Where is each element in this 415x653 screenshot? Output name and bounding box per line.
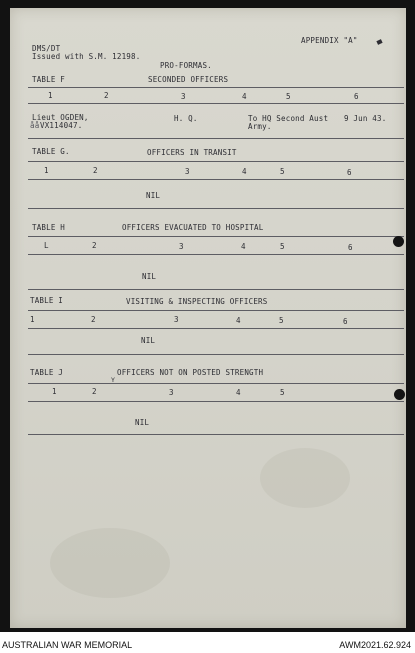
table-g-col-1: 1: [44, 166, 49, 175]
table-f-col-3: 3: [181, 92, 186, 101]
table-j-col-5: 5: [280, 388, 285, 397]
table-j-col-1: 1: [52, 387, 57, 396]
table-g-rule-top: [28, 161, 404, 162]
table-f-col-6: 6: [354, 92, 359, 101]
table-h-col-6: 6: [348, 243, 353, 252]
document-reference: DMS/DT: [32, 44, 61, 53]
table-h-rule-header: [28, 254, 404, 255]
table-g-rule-header: [28, 179, 404, 180]
paper-stain: [260, 448, 350, 508]
table-g-label: TABLE G.: [32, 147, 70, 156]
document-page: [10, 8, 406, 628]
table-g-col-4: 4: [242, 167, 247, 176]
table-j-rule-top: [28, 383, 404, 384]
table-h-col-1: L: [44, 241, 49, 250]
issued-note: Issued with S.M. 12198.: [32, 52, 141, 61]
table-i-title: VISITING & INSPECTING OFFICERS: [126, 297, 268, 306]
table-j-title: OFFICERS NOT ON POSTED STRENGTH: [117, 368, 264, 377]
accession-number: AWM2021.62.924: [339, 640, 411, 650]
table-h-col-3: 3: [179, 242, 184, 251]
table-i-label: TABLE I: [30, 296, 64, 305]
table-h-title: OFFICERS EVACUATED TO HOSPITAL: [122, 223, 264, 232]
table-h-rule-top: [28, 236, 404, 237]
paper-stain: [50, 528, 170, 598]
table-f-col-5: 5: [286, 92, 291, 101]
table-f-col-1: 1: [48, 91, 53, 100]
appendix-label: APPENDIX "A": [301, 36, 358, 45]
table-h-col-4: 4: [241, 242, 246, 251]
table-j-col-2: 2: [92, 387, 97, 396]
posting-date: 9 Jun 43.: [344, 114, 387, 123]
table-f-rule-bottom: [28, 138, 404, 139]
table-i-rule-top: [28, 310, 404, 311]
table-i-col-3: 3: [174, 315, 179, 324]
posting-destination: To HQ Second Aust: [248, 114, 329, 123]
table-f-rule-top: [28, 87, 404, 88]
officer-unit: H. Q.: [174, 114, 198, 123]
table-j-nil: NIL: [135, 418, 150, 427]
table-i-rule-header: [28, 328, 404, 329]
table-h-rule-bottom: [28, 289, 404, 290]
officer-service-number: VX114047.: [40, 121, 83, 130]
posting-destination-cont: Army.: [248, 122, 272, 131]
officer-rank-name: Lieut OGDEN,: [32, 113, 89, 122]
table-f-title: SECONDED OFFICERS: [148, 75, 229, 84]
table-h-col-5: 5: [280, 242, 285, 251]
table-h-nil: NIL: [142, 272, 157, 281]
archive-credit: AUSTRALIAN WAR MEMORIAL: [2, 640, 133, 650]
table-g-nil: NIL: [146, 191, 161, 200]
table-j-rule-header: [28, 401, 404, 402]
punch-hole: [394, 389, 405, 400]
table-f-col-4: 4: [242, 92, 247, 101]
table-g-col-3: 3: [185, 167, 190, 176]
table-j-col-4: 4: [236, 388, 241, 397]
ink-mark: [376, 39, 382, 45]
table-j-stray-mark: Y: [111, 376, 116, 384]
table-f-col-2: 2: [104, 91, 109, 100]
table-j-col-3: 3: [169, 388, 174, 397]
table-i-col-1: 1: [30, 315, 35, 324]
pro-formas-heading: PRO-FORMAS.: [160, 61, 212, 70]
table-j-rule-bottom: [28, 434, 404, 435]
table-i-col-5: 5: [279, 316, 284, 325]
table-i-rule-bottom: [28, 354, 404, 355]
table-g-title: OFFICERS IN TRANSIT: [147, 148, 237, 157]
table-i-col-6: 6: [343, 317, 348, 326]
table-h-col-2: 2: [92, 241, 97, 250]
table-f-rule-header: [28, 103, 404, 104]
table-i-col-2: 2: [91, 315, 96, 324]
table-f-label: TABLE F: [32, 75, 66, 84]
handwritten-mark: åå: [30, 121, 40, 130]
table-g-rule-bottom: [28, 208, 404, 209]
table-i-nil: NIL: [141, 336, 156, 345]
table-h-label: TABLE H: [32, 223, 66, 232]
table-i-col-4: 4: [236, 316, 241, 325]
table-g-col-5: 5: [280, 167, 285, 176]
table-g-col-2: 2: [93, 166, 98, 175]
table-j-label: TABLE J: [30, 368, 64, 377]
table-g-col-6: 6: [347, 168, 352, 177]
punch-hole: [393, 236, 404, 247]
